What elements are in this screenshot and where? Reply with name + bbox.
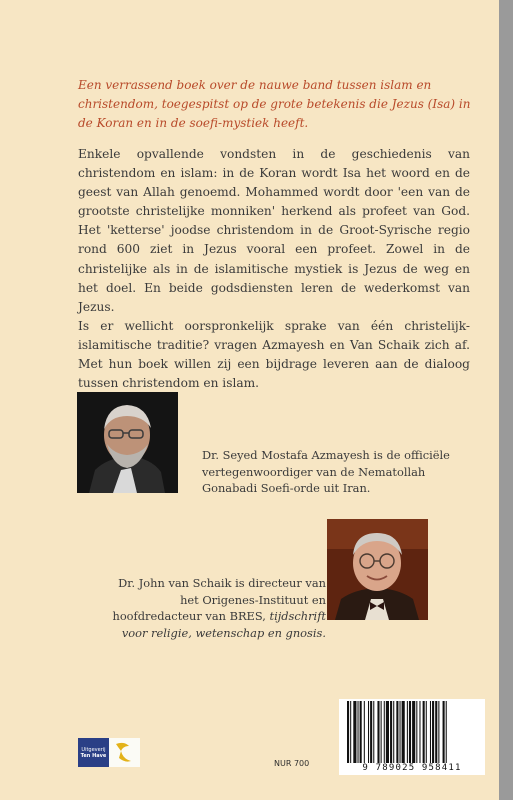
barcode-icon bbox=[345, 701, 481, 765]
barcode-bar bbox=[347, 701, 349, 763]
barcode-bar bbox=[377, 701, 379, 763]
barcode-bar bbox=[419, 701, 420, 763]
author-bio-azmayesh: Dr. Seyed Mostafa Azmayesh is de officiële vertegenwoordiger van de Nematollah Gonabadi Soefi-orde uit Iran. bbox=[202, 448, 450, 495]
publisher-logo bbox=[78, 738, 140, 767]
body-paragraph: Enkele opvallende vondsten in de geschiedenis van christendom en islam: in de Koran wordt Isa het woord en de geest van Allah genoemd. Mohammed wordt door 'een van de grootste christelijke monniken' herkend als profeet van God. Het 'ketterse' joodse christendom in de Groot-Syrische regio rond 600 ziet in Jezus vooral een profeet. Zowel in de christelijke als in de islamitische mystiek is Jezus de weg en het doel. En beide godsdiensten leren de wederkomst van Jezus. bbox=[78, 147, 470, 314]
barcode-bar bbox=[402, 701, 405, 763]
barcode-bar bbox=[407, 701, 408, 763]
barcode-bar bbox=[353, 701, 356, 763]
publisher-line-2: Ten Have bbox=[80, 753, 107, 759]
barcode-bar bbox=[360, 701, 362, 763]
publisher-logo-text-block bbox=[78, 738, 109, 767]
barcode-bar bbox=[393, 701, 394, 763]
barcode-bar bbox=[384, 701, 385, 763]
barcode-bar bbox=[370, 701, 372, 763]
book-spine-edge bbox=[499, 0, 513, 800]
body-paragraph: Is er wellicht oorspronkelijk sprake van één christelijk-islamitische traditie? vragen Azmayesh en Van Schaik zich af. Met hun boek willen zij een bijdrage leveren aan de dialoog tussen christendom en islam. bbox=[78, 318, 470, 391]
barcode-bar bbox=[432, 701, 434, 763]
barcode-bar bbox=[364, 701, 365, 763]
barcode-bar bbox=[368, 701, 369, 763]
publisher-emblem-icon bbox=[109, 738, 140, 767]
barcode-bar bbox=[409, 701, 411, 763]
barcode-bar bbox=[381, 701, 382, 763]
barcode-bar bbox=[430, 701, 431, 763]
barcode-bar bbox=[396, 701, 398, 763]
barcode-bar bbox=[435, 701, 437, 763]
barcode-bar bbox=[386, 701, 389, 763]
barcode-bar bbox=[390, 701, 392, 763]
isbn-barcode bbox=[339, 699, 485, 775]
barcode-bar bbox=[426, 701, 427, 763]
author-photo-azmayesh bbox=[77, 392, 178, 493]
isbn-number: 9 789025 958411 bbox=[362, 763, 462, 773]
barcode-bar bbox=[358, 701, 359, 763]
publisher-line-1: Uitgeverij bbox=[81, 747, 106, 753]
magazine-subtitle: tijdschrift voor religie, wetenschap en gnosis. bbox=[121, 609, 326, 640]
barcode-bar bbox=[446, 701, 447, 763]
barcode-bar bbox=[350, 701, 351, 763]
intro-text: Een verrassend boek over de nauwe band tussen islam en christendom, toegespitst op de grote betekenis die Jezus (Isa) in de Koran en in de soefi-mystiek heeft. bbox=[78, 78, 471, 130]
author-bio-van-schaik-main: Dr. John van Schaik is directeur van het Origenes-Instituut en hoofdredacteur van BRES, bbox=[112, 576, 326, 623]
barcode-bar bbox=[373, 701, 374, 763]
author-photo-van-schaik bbox=[327, 519, 428, 620]
barcode-bar bbox=[412, 701, 415, 763]
author-bio-van-schaik bbox=[98, 575, 326, 641]
barcode-bar bbox=[400, 701, 401, 763]
body-text bbox=[78, 145, 470, 393]
barcode-bar bbox=[416, 701, 417, 763]
nur-code: NUR 700 bbox=[274, 759, 310, 768]
barcode-bar bbox=[443, 701, 445, 763]
barcode-bar bbox=[423, 701, 425, 763]
barcode-bar bbox=[438, 701, 439, 763]
